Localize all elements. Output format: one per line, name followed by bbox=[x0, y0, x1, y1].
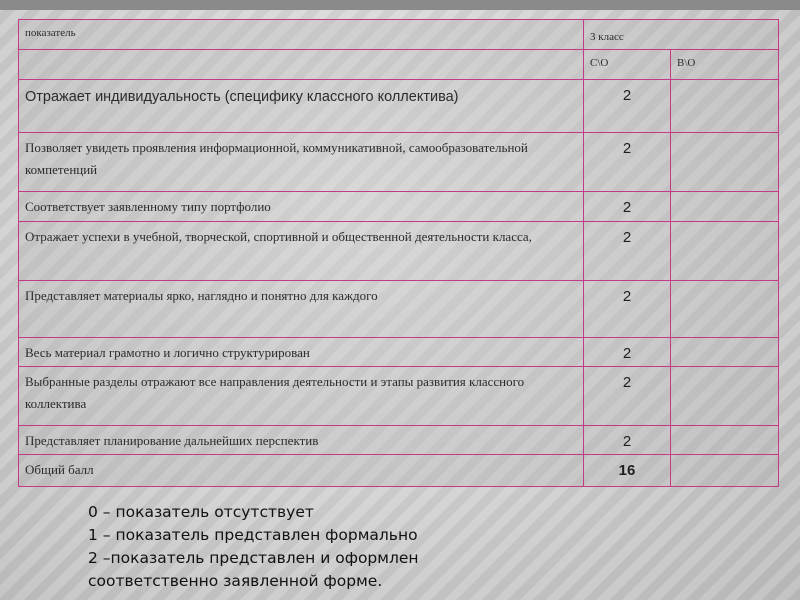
self-score-cell: 2 bbox=[584, 79, 671, 133]
criterion-cell: Весь материал грамотно и логично структурирован bbox=[19, 338, 584, 367]
criterion-cell: Представляет материалы ярко, наглядно и понятно для каждого bbox=[19, 280, 584, 338]
external-score-cell bbox=[671, 280, 779, 338]
empty-subheader-cell bbox=[19, 49, 584, 79]
self-assessment-header: С\О bbox=[584, 49, 671, 79]
slide-top-band bbox=[0, 0, 800, 10]
total-row bbox=[19, 454, 779, 486]
legend-line-0: 0 – показатель отсутствует bbox=[88, 503, 314, 521]
table-row bbox=[19, 79, 779, 133]
table-row bbox=[19, 426, 779, 455]
indicator-header: показатель bbox=[19, 20, 584, 50]
scoring-legend bbox=[88, 501, 608, 593]
external-score-cell bbox=[671, 426, 779, 455]
external-score-cell bbox=[671, 222, 779, 281]
external-score-cell bbox=[671, 79, 779, 133]
criterion-cell: Выбранные разделы отражают все направления деятельности и этапы развития классного коллектива bbox=[19, 367, 584, 426]
external-score-cell bbox=[671, 338, 779, 367]
table-row bbox=[19, 222, 779, 281]
self-score-cell: 2 bbox=[584, 133, 671, 192]
self-score-cell: 2 bbox=[584, 338, 671, 367]
external-score-cell bbox=[671, 192, 779, 222]
criterion-cell: Позволяет увидеть проявления информационной, коммуникативной, самообразовательной компетенций bbox=[19, 133, 584, 192]
table-row bbox=[19, 192, 779, 222]
criterion-cell: Отражает успехи в учебной, творческой, спортивной и общественной деятельности класса, bbox=[19, 222, 584, 281]
table-row bbox=[19, 133, 779, 192]
external-score-cell bbox=[671, 367, 779, 426]
criterion-cell: Соответствует заявленному типу портфолио bbox=[19, 192, 584, 222]
table-header-row bbox=[19, 20, 779, 50]
criterion-cell: Представляет планирование дальнейших перспектив bbox=[19, 426, 584, 455]
legend-line-1: 1 – показатель представлен формально bbox=[88, 526, 418, 544]
self-score-cell: 2 bbox=[584, 222, 671, 281]
self-score-cell: 2 bbox=[584, 192, 671, 222]
table-row bbox=[19, 338, 779, 367]
portfolio-criteria-table bbox=[18, 19, 779, 487]
total-label-cell: Общий балл bbox=[19, 454, 584, 486]
table-row bbox=[19, 280, 779, 338]
self-score-cell: 2 bbox=[584, 426, 671, 455]
self-score-cell: 2 bbox=[584, 367, 671, 426]
external-score-cell bbox=[671, 133, 779, 192]
grade-header: 3 класс bbox=[584, 20, 779, 50]
criterion-cell: Отражает индивидуальность (специфику классного коллектива) bbox=[19, 79, 584, 133]
table-subheader-row bbox=[19, 49, 779, 79]
self-score-cell: 2 bbox=[584, 280, 671, 338]
total-self-score-cell: 16 bbox=[584, 454, 671, 486]
external-assessment-header: В\О bbox=[671, 49, 779, 79]
legend-line-2: 2 –показатель представлен и оформлен bbox=[88, 549, 419, 567]
total-external-score-cell bbox=[671, 454, 779, 486]
table-row bbox=[19, 367, 779, 426]
legend-line-3: соответственно заявленной форме. bbox=[88, 572, 383, 590]
